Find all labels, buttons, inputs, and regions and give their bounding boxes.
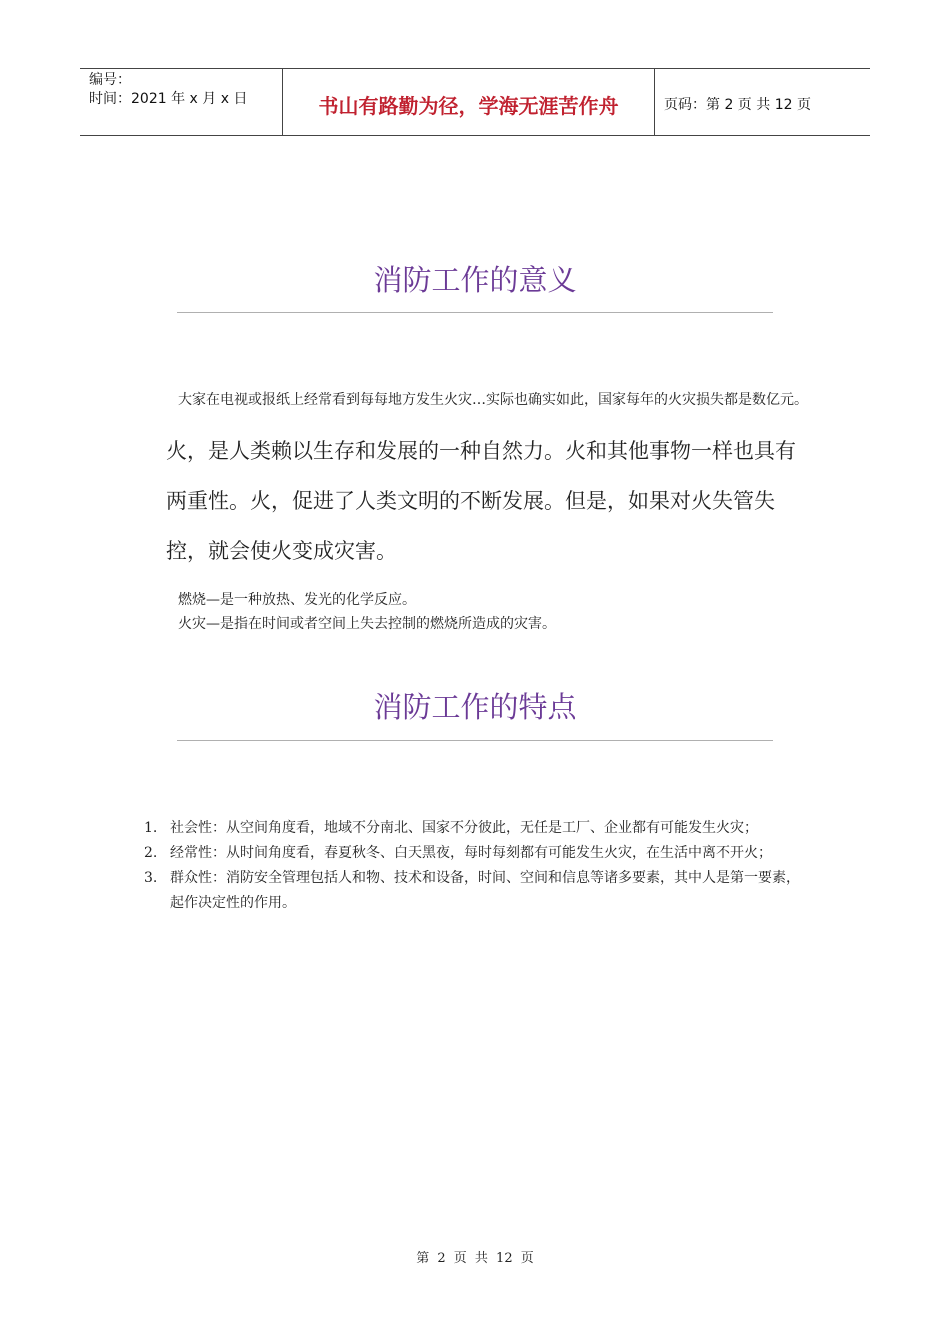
list-item-text: 社会性：从空间角度看，地域不分南北、国家不分彼此，无任是工厂、企业都有可能发生火灾； (170, 820, 758, 836)
characteristics-list (144, 816, 808, 916)
list-item-text: 群众性：消防安全管理包括人和物、技术和设备，时间、空间和信息等诸多要素，其中人是第一要素，起作决定性的作用。 (170, 870, 800, 911)
list-item-number: 1. (144, 820, 158, 836)
list-item-number: 2. (144, 845, 158, 861)
list-item (144, 841, 808, 866)
document-header (80, 68, 870, 136)
header-meta (80, 69, 282, 135)
list-item (144, 816, 808, 841)
list-item-number: 3. (144, 870, 158, 886)
document-time-label: 时间：2021 年 x 月 x 日 (89, 91, 248, 107)
section-title-significance: 消防工作的意义 (373, 263, 577, 297)
document-number-label: 编号： (89, 72, 131, 88)
list-item-text: 经常性：从时间角度看，春夏秋冬、白天黑夜，每时每刻都有可能发生火灾，在生活中离不开火； (170, 845, 772, 861)
definition-combustion: 燃烧—是一种放热、发光的化学反应。 (178, 592, 416, 608)
header-page-label: 页码：第 2 页 共 12 页 (664, 97, 811, 113)
intro-paragraph: 大家在电视或报纸上经常看到每每地方发生火灾…实际也确实如此，国家每年的火灾损失都是数亿元。 (178, 392, 808, 408)
header-motto: 书山有路勤为径，学海无涯苦作舟 (282, 69, 655, 135)
section-divider (177, 740, 773, 741)
definition-fire: 火灾—是指在时间或者空间上失去控制的燃烧所造成的灾害。 (178, 616, 556, 632)
section-title-characteristics: 消防工作的特点 (373, 690, 577, 724)
page-footer: 第 2 页 共 12 页 (416, 1251, 534, 1266)
list-item (144, 866, 808, 916)
fire-paragraph: 火，是人类赖以生存和发展的一种自然力。火和其他事物一样也具有两重性。火，促进了人类文明的不断发展。但是，如果对火失管失控，就会使火变成灾害。 (166, 439, 796, 563)
section-divider (177, 312, 773, 313)
